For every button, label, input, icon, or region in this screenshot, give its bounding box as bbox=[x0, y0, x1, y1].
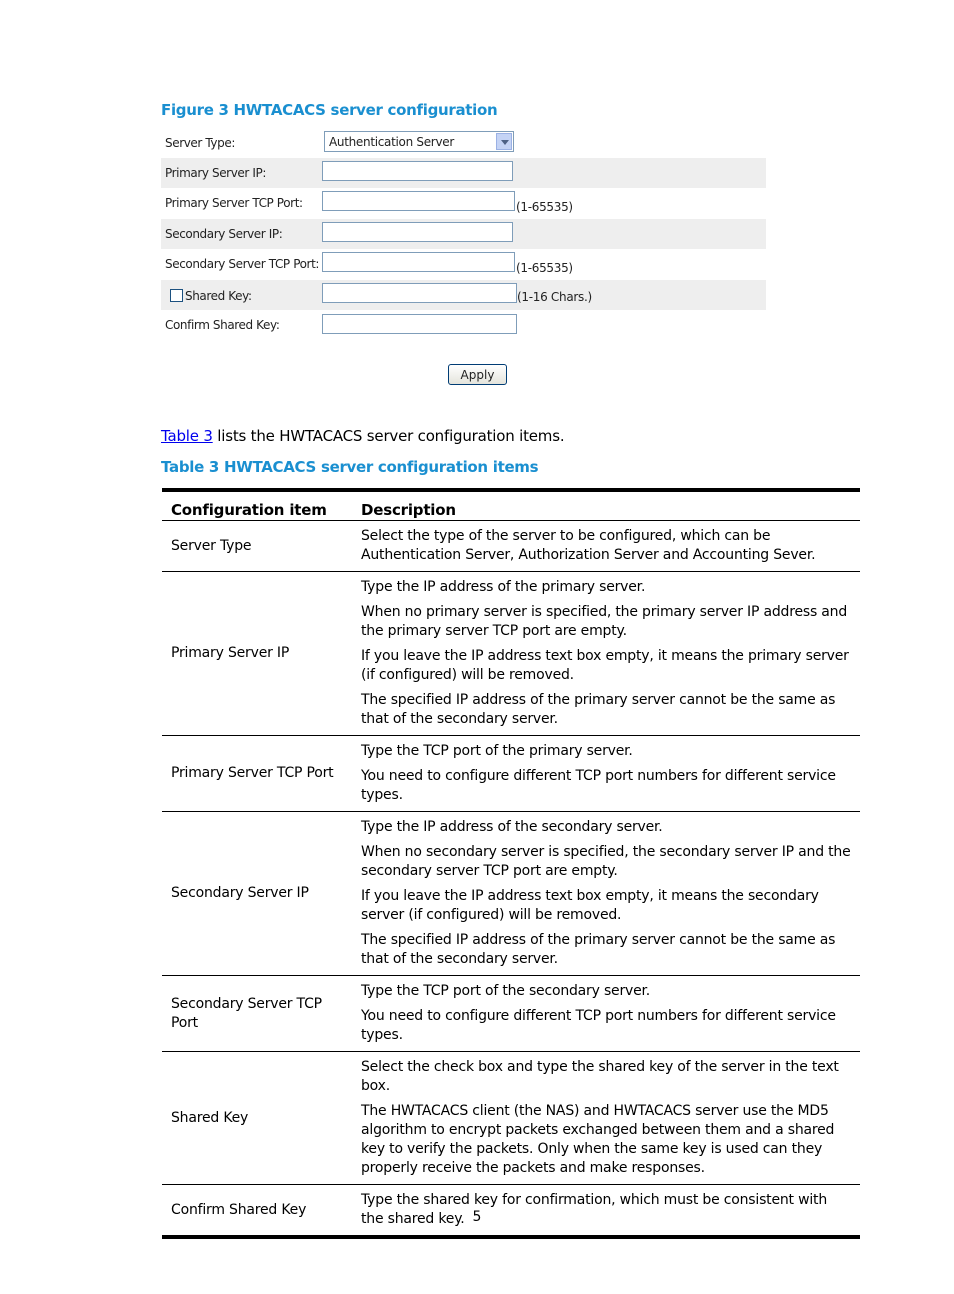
table-3-link[interactable]: Table 3 bbox=[161, 427, 213, 445]
apply-button[interactable]: Apply bbox=[448, 364, 507, 385]
table-row bbox=[162, 736, 860, 812]
row-item: Confirm Shared Key bbox=[171, 1201, 307, 1218]
table-row bbox=[162, 1052, 860, 1185]
server-type-select[interactable] bbox=[324, 131, 514, 152]
server-type-label: Server Type: bbox=[165, 136, 235, 150]
secondary-port-input[interactable] bbox=[322, 252, 515, 272]
config-items-table bbox=[162, 488, 860, 1239]
desc-paragraph: The HWTACACS client (the NAS) and HWTACACS server use the MD5 algorithm to encrypt packets exchanged between them and a shared key to verify the packets. Only when the same key is used can they properly receive the packets and make responses. bbox=[361, 1103, 835, 1176]
desc-paragraph: The specified IP address of the primary server cannot be the same as that of the secondary server. bbox=[361, 692, 836, 727]
primary-port-label: Primary Server TCP Port: bbox=[165, 196, 303, 210]
table-row bbox=[162, 812, 860, 976]
row-description bbox=[352, 976, 860, 1052]
server-type-row bbox=[161, 129, 766, 159]
shared-key-row bbox=[161, 280, 766, 310]
row-description bbox=[352, 812, 860, 976]
row-description bbox=[352, 1052, 860, 1185]
table-row bbox=[162, 572, 860, 736]
secondary-port-row bbox=[161, 249, 766, 279]
row-item: Primary Server TCP Port bbox=[171, 765, 334, 781]
table-header-row bbox=[162, 490, 860, 521]
table-row bbox=[162, 976, 860, 1052]
desc-paragraph: When no secondary server is specified, the secondary server IP and the secondary server TCP port are empty. bbox=[361, 844, 851, 879]
secondary-ip-label: Secondary Server IP: bbox=[165, 227, 283, 241]
desc-paragraph: Type the IP address of the secondary server. bbox=[361, 819, 663, 835]
intro-paragraph bbox=[161, 427, 564, 445]
shared-key-label: Shared Key: bbox=[185, 289, 252, 303]
shared-key-hint: (1-16 Chars.) bbox=[517, 290, 592, 304]
secondary-ip-input[interactable] bbox=[322, 222, 513, 242]
desc-paragraph: Type the shared key for confirmation, which must be consistent with the shared key. bbox=[361, 1192, 827, 1227]
secondary-ip-row bbox=[161, 219, 766, 249]
row-item: Primary Server IP bbox=[171, 645, 290, 661]
shared-key-input[interactable] bbox=[322, 283, 517, 303]
desc-paragraph: You need to configure different TCP port numbers for different service types. bbox=[361, 768, 836, 803]
page-number: 5 bbox=[472, 1209, 482, 1225]
row-description bbox=[352, 521, 860, 572]
row-item: Secondary Server IP bbox=[171, 885, 309, 901]
primary-port-input[interactable] bbox=[322, 191, 515, 211]
primary-port-hint: (1-65535) bbox=[516, 200, 573, 214]
primary-ip-input[interactable] bbox=[322, 161, 513, 181]
figure-caption: Figure 3 HWTACACS server configuration bbox=[161, 101, 498, 119]
table-caption: Table 3 HWTACACS server configuration items bbox=[161, 458, 539, 476]
primary-port-row bbox=[161, 188, 766, 218]
desc-paragraph: If you leave the IP address text box empty, it means the primary server (if configured) will be removed. bbox=[361, 648, 849, 683]
desc-paragraph: If you leave the IP address text box empty, it means the secondary server (if configured) will be removed. bbox=[361, 888, 819, 923]
desc-paragraph: Select the type of the server to be configured, which can be Authentication Server, Authorization Server and Accounting Sever. bbox=[361, 528, 816, 563]
desc-paragraph: Type the TCP port of the secondary server. bbox=[361, 983, 651, 999]
primary-ip-label: Primary Server IP: bbox=[165, 166, 266, 180]
intro-text: lists the HWTACACS server configuration items. bbox=[212, 427, 565, 445]
desc-paragraph: Type the IP address of the primary server. bbox=[361, 579, 646, 595]
desc-paragraph: You need to configure different TCP port numbers for different service types. bbox=[361, 1008, 836, 1043]
secondary-port-label: Secondary Server TCP Port: bbox=[165, 257, 320, 271]
shared-key-checkbox[interactable] bbox=[170, 289, 183, 302]
primary-ip-row bbox=[161, 158, 766, 188]
row-description bbox=[352, 736, 860, 812]
table-row bbox=[162, 521, 860, 572]
confirm-key-row bbox=[161, 310, 766, 340]
row-item: Server Type bbox=[171, 537, 252, 554]
desc-paragraph: The specified IP address of the primary server cannot be the same as that of the secondary server. bbox=[361, 932, 836, 967]
header-config-item: Configuration item bbox=[171, 501, 327, 519]
row-item: Secondary Server TCP Port bbox=[171, 995, 322, 1031]
server-type-value: Authentication Server bbox=[329, 135, 454, 149]
desc-paragraph: Type the TCP port of the primary server. bbox=[361, 743, 633, 759]
desc-paragraph: Select the check box and type the shared key of the server in the text box. bbox=[361, 1059, 839, 1094]
confirm-key-label: Confirm Shared Key: bbox=[165, 318, 280, 332]
secondary-port-hint: (1-65535) bbox=[516, 261, 573, 275]
desc-paragraph: When no primary server is specified, the primary server IP address and the primary server TCP port are empty. bbox=[361, 604, 848, 639]
chevron-down-icon[interactable] bbox=[496, 133, 512, 150]
row-item: Shared Key bbox=[171, 1109, 249, 1126]
row-description bbox=[352, 572, 860, 736]
confirm-key-input[interactable] bbox=[322, 314, 517, 334]
header-description: Description bbox=[361, 501, 456, 519]
